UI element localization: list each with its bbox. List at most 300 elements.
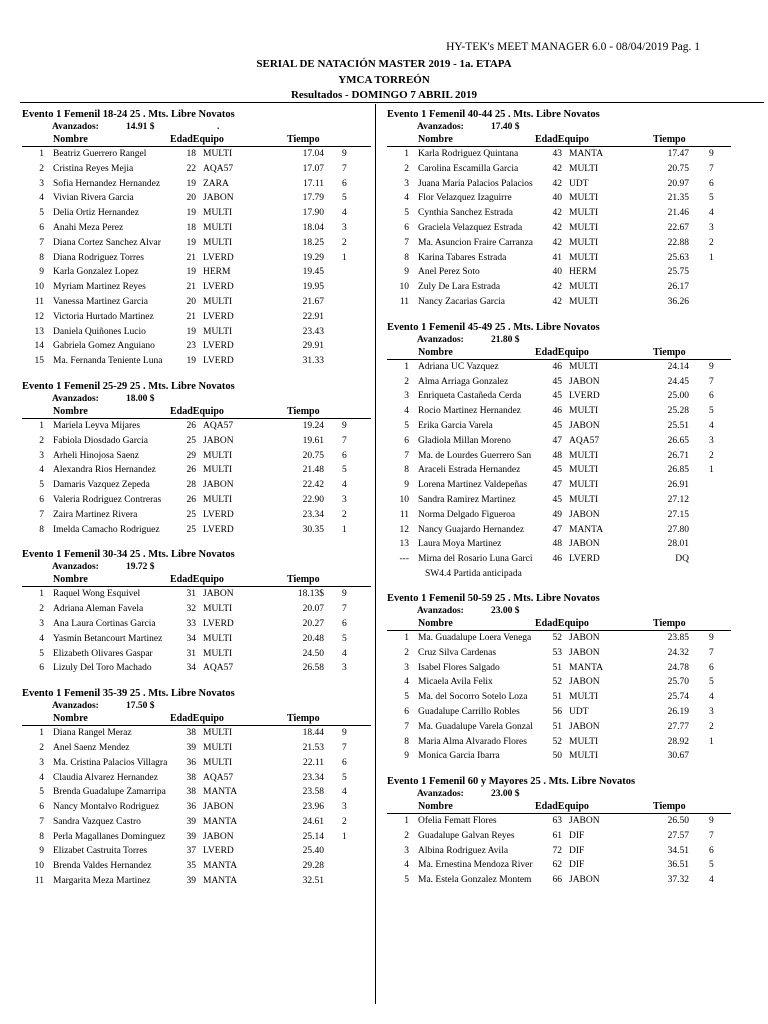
place: 11	[399, 509, 409, 520]
header-name: Nombre	[418, 801, 453, 813]
place: 4	[39, 193, 44, 204]
place: 4	[39, 633, 44, 644]
result-row	[22, 617, 371, 632]
result-row	[22, 295, 371, 310]
points: 5	[709, 677, 714, 688]
header-name: Nombre	[418, 346, 453, 358]
table-header	[22, 134, 371, 147]
age: 49	[552, 509, 562, 520]
place: 4	[404, 860, 409, 871]
points: 5	[709, 406, 714, 417]
result-row	[22, 206, 371, 221]
event-block	[387, 592, 731, 764]
swimmer-name: Enriqueta Castañeda Cerda	[418, 391, 522, 402]
points: 2	[709, 450, 714, 461]
result-row	[387, 360, 731, 375]
age: 21	[186, 252, 196, 263]
time: 17.79	[302, 193, 324, 204]
team: MULTI	[569, 736, 599, 747]
team: ZARA	[203, 178, 229, 189]
swimmer-name: Sandra Ramirez Martinez	[418, 494, 516, 505]
age: 34	[186, 663, 196, 674]
age: 20	[186, 296, 196, 307]
time: 19.95	[302, 282, 324, 293]
result-row	[387, 434, 731, 449]
team: LVERD	[203, 282, 234, 293]
points: 3	[342, 663, 347, 674]
team: MULTI	[569, 163, 599, 174]
time: 17.11	[302, 178, 324, 189]
result-row	[22, 785, 371, 800]
result-row	[22, 478, 371, 493]
age: 46	[552, 554, 562, 565]
team: MULTI	[569, 193, 599, 204]
event-title: Evento 1 Femenil 25-29 25 . Mts. Libre Novatos	[22, 380, 235, 392]
result-row	[22, 859, 371, 874]
time: 25.63	[667, 252, 689, 263]
team: MULTI	[203, 208, 233, 219]
result-row	[22, 162, 371, 177]
swimmer-name: Ana Laura Cortinas Garcia	[53, 618, 156, 629]
result-row	[387, 221, 731, 236]
time: 24.32	[667, 647, 689, 658]
points: 6	[342, 178, 347, 189]
swimmer-name: Sandra Vazquez Castro	[53, 816, 141, 827]
swimmer-name: Guadalupe Carrillo Robles	[418, 706, 520, 717]
time: 25.00	[667, 391, 689, 402]
time: 26.91	[667, 480, 689, 491]
place: 7	[404, 721, 409, 732]
team: MULTI	[203, 465, 233, 476]
age: 62	[552, 860, 562, 871]
header-age-team: EdadEquipo	[170, 134, 224, 145]
swimmer-name: Micaela Avila Felix	[418, 677, 493, 688]
time: 18.44	[302, 728, 324, 739]
time: 34.51	[667, 845, 689, 856]
place: 8	[39, 252, 44, 263]
swimmer-name: Alexandra Rios Hernandez	[53, 465, 156, 476]
time: 23.34	[302, 772, 324, 783]
result-row	[22, 251, 371, 266]
points: 3	[709, 222, 714, 233]
time: 19.29	[302, 252, 324, 263]
age: 42	[552, 208, 562, 219]
time: 21.53	[302, 742, 324, 753]
age: 40	[552, 193, 562, 204]
result-row	[387, 375, 731, 390]
result-row	[387, 404, 731, 419]
header-time: Tiempo	[287, 405, 320, 417]
advance-value: 14.91 $	[126, 122, 155, 132]
swimmer-name: Delia Ortiz Hernandez	[53, 208, 139, 219]
age: 72	[552, 845, 562, 856]
age: 28	[186, 480, 196, 491]
advance-line	[22, 700, 371, 712]
points: 7	[342, 163, 347, 174]
team: MULTI	[203, 728, 233, 739]
swimmer-name: Carolina Escamilla Garcia	[418, 163, 519, 174]
team: AQA57	[203, 420, 234, 431]
time: 37.32	[667, 875, 689, 886]
age: 26	[186, 420, 196, 431]
swimmer-name: Claudia Alvarez Hernandez	[53, 772, 158, 783]
place: 5	[39, 787, 44, 798]
team: MULTI	[569, 751, 599, 762]
team: UDT	[569, 706, 589, 717]
place: 8	[404, 736, 409, 747]
result-row	[387, 236, 731, 251]
team: JABON	[569, 816, 600, 827]
event-title: Evento 1 Femenil 18-24 25 . Mts. Libre Novatos	[22, 109, 235, 120]
swimmer-name: Isabel Flores Salgado	[418, 662, 500, 673]
age: 40	[552, 267, 562, 278]
time: 17.07	[302, 163, 324, 174]
points: 6	[342, 618, 347, 629]
points: 5	[342, 465, 347, 476]
age: 21	[186, 282, 196, 293]
age: 36	[186, 802, 196, 813]
swimmer-name: Raquel Wong Esquivel	[53, 589, 141, 600]
result-row	[387, 265, 731, 280]
table-header	[387, 134, 731, 147]
team: LVERD	[203, 356, 234, 367]
time: 20.97	[667, 178, 689, 189]
advance-label: Avanzados:	[52, 562, 99, 573]
points: 9	[709, 632, 714, 643]
result-row	[22, 800, 371, 815]
advance-line	[387, 788, 731, 800]
points: 9	[342, 420, 347, 431]
result-row	[387, 493, 731, 508]
team: AQA57	[203, 163, 234, 174]
result-row	[387, 419, 731, 434]
team: JABON	[569, 875, 600, 886]
result-row	[387, 449, 731, 464]
age: 42	[552, 222, 562, 233]
age: 45	[552, 465, 562, 476]
swimmer-name: Victoria Hurtado Martinez	[53, 311, 154, 322]
time: 25.14	[302, 831, 324, 842]
time: 19.45	[302, 267, 324, 278]
swimmer-name: Ma. Asuncion Fraire Carranza	[418, 237, 534, 248]
team: MULTI	[203, 296, 233, 307]
time: 26.17	[667, 282, 689, 293]
age: 26	[186, 494, 196, 505]
swimmer-name: Vanessa Martinez Garcia	[53, 296, 148, 307]
place: 1	[39, 420, 44, 431]
result-row	[22, 325, 371, 340]
swimmer-name: Ofelia Fematt Flores	[418, 816, 497, 827]
points: 7	[709, 830, 714, 841]
swimmer-name: Karla Gonzalez Lopez	[53, 267, 139, 278]
swimmer-name: Diana Rangel Meraz	[53, 728, 132, 739]
place: 1	[404, 816, 409, 827]
swimmer-name: Graciela Velazquez Estrada	[418, 222, 523, 233]
team: AQA57	[569, 435, 600, 446]
swimmer-name: Adriana Aleman Favela	[53, 604, 144, 615]
swimmer-name: Ma. Guadalupe Loera Venega	[418, 632, 532, 643]
swimmer-name: Elizabeth Olivares Gaspar	[53, 648, 153, 659]
column-divider	[375, 104, 376, 1004]
swimmer-name: Yasmin Betancourt Martinez	[53, 633, 163, 644]
place: 4	[404, 406, 409, 417]
swimmer-name: Flor Velazquez Izaguirre	[418, 193, 512, 204]
swimmer-name: Araceli Estrada Hernandez	[418, 465, 521, 476]
team: JABON	[203, 589, 234, 600]
points: 7	[342, 604, 347, 615]
team: DIF	[569, 860, 585, 871]
age: 19	[186, 267, 196, 278]
team: MANTA	[569, 662, 604, 673]
event-block	[387, 108, 731, 310]
place: 12	[34, 311, 44, 322]
place: 6	[39, 494, 44, 505]
team: MANTA	[203, 876, 238, 887]
time: 25.28	[667, 406, 689, 417]
team: MULTI	[203, 757, 233, 768]
team: JABON	[569, 509, 600, 520]
points: 1	[342, 252, 347, 263]
team: JABON	[569, 647, 600, 658]
points: 4	[709, 692, 714, 703]
points: 5	[342, 772, 347, 783]
result-row	[387, 523, 731, 538]
swimmer-name: Diana Cortez Sanchez Alvar	[53, 237, 161, 248]
place: 6	[404, 435, 409, 446]
swimmer-name: Mirna del Rosario Luna Garci	[418, 554, 533, 565]
swimmer-name: Norma Delgado Figueroa	[418, 509, 516, 520]
event-block	[22, 548, 371, 676]
swimmer-name: Karla Rodriguez Quintana	[418, 149, 519, 159]
age: 37	[186, 846, 196, 857]
header-age-team: EdadEquipo	[535, 346, 589, 358]
time: 29.91	[302, 341, 324, 352]
time: 18.04	[302, 222, 324, 233]
age: 43	[552, 149, 562, 159]
event-block	[22, 108, 371, 369]
age: 36	[186, 757, 196, 768]
place: 1	[404, 632, 409, 643]
age: 42	[552, 237, 562, 248]
age: 29	[186, 450, 196, 461]
place: 8	[404, 465, 409, 476]
team: JABON	[203, 831, 234, 842]
result-row	[22, 280, 371, 295]
time: 17.90	[302, 208, 324, 219]
time: 24.45	[667, 376, 689, 387]
team: MULTI	[569, 208, 599, 219]
place: 3	[404, 845, 409, 856]
team: LVERD	[569, 391, 600, 402]
result-row	[387, 206, 731, 221]
result-row	[22, 632, 371, 647]
age: 18	[186, 222, 196, 233]
header-age-team: EdadEquipo	[535, 134, 589, 145]
result-row	[387, 251, 731, 266]
place: 11	[34, 876, 44, 887]
place: 2	[39, 604, 44, 615]
result-row	[387, 814, 731, 829]
swimmer-name: Guadalupe Galvan Reyes	[418, 830, 515, 841]
header-name: Nombre	[53, 574, 88, 586]
result-row	[387, 873, 731, 888]
event-block	[22, 380, 371, 537]
team: DIF	[569, 845, 585, 856]
result-row	[22, 647, 371, 662]
swimmer-name: Albina Rodriguez Avila	[418, 845, 509, 856]
place: 5	[404, 692, 409, 703]
table-header	[22, 406, 371, 419]
age: 45	[552, 376, 562, 387]
result-row	[22, 310, 371, 325]
advance-value: 17.40 $	[491, 122, 520, 132]
time: 20.27	[302, 618, 324, 629]
place: 6	[39, 663, 44, 674]
age: 31	[186, 648, 196, 659]
place: 3	[39, 450, 44, 461]
age: 41	[552, 252, 562, 263]
points: 6	[342, 450, 347, 461]
swimmer-name: Imelda Camacho Rodriguez	[53, 524, 160, 535]
result-row	[22, 147, 371, 162]
event-title: Evento 1 Femenil 40-44 25 . Mts. Libre Novatos	[387, 109, 600, 120]
swimmer-name: Brenda Valdes Hernandez	[53, 861, 152, 872]
result-row	[22, 449, 371, 464]
team: JABON	[569, 376, 600, 387]
result-row	[22, 523, 371, 538]
points: 3	[342, 222, 347, 233]
team: MULTI	[569, 480, 599, 491]
table-header	[387, 618, 731, 631]
time: 25.40	[302, 846, 324, 857]
event-title: Evento 1 Femenil 50-59 25 . Mts. Libre Novatos	[387, 592, 600, 604]
place: 13	[34, 326, 44, 337]
team: MULTI	[569, 450, 599, 461]
header-time: Tiempo	[287, 574, 320, 586]
age: 35	[186, 861, 196, 872]
place: 1	[404, 361, 409, 372]
time: 27.15	[667, 509, 689, 520]
result-row	[22, 602, 371, 617]
swimmer-name: Nancy Guajardo Hernandez	[418, 524, 525, 535]
team: MULTI	[569, 222, 599, 233]
points: 2	[342, 509, 347, 520]
advance-value: 23.00 $	[491, 789, 520, 800]
swimmer-name: Nancy Zacarias Garcia	[418, 296, 506, 307]
header-name: Nombre	[418, 617, 453, 629]
team: JABON	[203, 193, 234, 204]
result-row	[22, 221, 371, 236]
header-time: Tiempo	[653, 801, 686, 813]
place: 1	[39, 589, 44, 600]
age: 38	[186, 772, 196, 783]
swimmer-name: Vivian Rivera Garcia	[53, 193, 134, 204]
team: MULTI	[203, 742, 233, 753]
time: 23.85	[667, 632, 689, 643]
place: 2	[404, 647, 409, 658]
result-row	[22, 771, 371, 786]
header-rule	[20, 102, 764, 103]
result-row	[22, 661, 371, 676]
team: HERM	[203, 267, 231, 278]
swimmer-name: Elizabet Castruita Torres	[53, 846, 148, 857]
age: 19	[186, 237, 196, 248]
team: MULTI	[569, 237, 599, 248]
swimmer-name: Adriana UC Vazquez	[418, 361, 499, 372]
time: 28.92	[667, 736, 689, 747]
swimmer-name: Maria Alma Alvarado Flores	[418, 736, 527, 747]
age: 45	[552, 420, 562, 431]
time: 24.50	[302, 648, 324, 659]
age: 42	[552, 282, 562, 293]
swimmer-name: Brenda Guadalupe Zamarripa	[53, 787, 166, 798]
age: 52	[552, 736, 562, 747]
swimmer-name: Ma. Ernestina Mendoza River	[418, 860, 533, 871]
time: 19.61	[302, 435, 324, 446]
age: 63	[552, 816, 562, 827]
team: MULTI	[569, 465, 599, 476]
result-row	[387, 646, 731, 661]
age: 26	[186, 465, 196, 476]
header-name: Nombre	[53, 713, 88, 725]
time: 30.67	[667, 751, 689, 762]
age: 51	[552, 692, 562, 703]
swimmer-name: Anahi Meza Perez	[53, 222, 124, 233]
age: 47	[552, 480, 562, 491]
points: 3	[342, 494, 347, 505]
time: 26.71	[667, 450, 689, 461]
time: 18.13$	[297, 589, 324, 600]
age: 19	[186, 208, 196, 219]
team: MANTA	[203, 787, 238, 798]
points: 5	[709, 860, 714, 871]
team: MULTI	[203, 604, 233, 615]
swimmer-name: Erika Garcia Varela	[418, 420, 493, 431]
place: 4	[39, 465, 44, 476]
swimmer-name: Ma. de Lourdes Guerrero San	[418, 450, 532, 461]
age: 50	[552, 751, 562, 762]
swimmer-name: Ma. Fernanda Teniente Luna	[53, 356, 163, 367]
points: 1	[709, 252, 714, 263]
points: 2	[342, 237, 347, 248]
result-row	[22, 419, 371, 434]
header-name: Nombre	[53, 405, 88, 417]
event-block	[387, 775, 731, 888]
time: 22.42	[302, 480, 324, 491]
header-name: Nombre	[418, 134, 453, 145]
age: 42	[552, 163, 562, 174]
points: 7	[709, 163, 714, 174]
time: 26.85	[667, 465, 689, 476]
swimmer-name: Gabriela Gomez Anguiano	[53, 341, 155, 352]
place: 7	[39, 237, 44, 248]
points: 9	[342, 728, 347, 739]
team: HERM	[569, 267, 597, 278]
advance-line	[22, 121, 371, 133]
place: 14	[34, 341, 44, 352]
age: 39	[186, 876, 196, 887]
age: 47	[552, 435, 562, 446]
points: 3	[342, 802, 347, 813]
place: 9	[404, 751, 409, 762]
result-row	[22, 236, 371, 251]
header-time: Tiempo	[653, 134, 686, 145]
swimmer-name: Cynthia Sanchez Estrada	[418, 208, 513, 219]
team: MULTI	[569, 692, 599, 703]
team: LVERD	[569, 554, 600, 565]
time: 22.88	[667, 237, 689, 248]
age: 25	[186, 509, 196, 520]
